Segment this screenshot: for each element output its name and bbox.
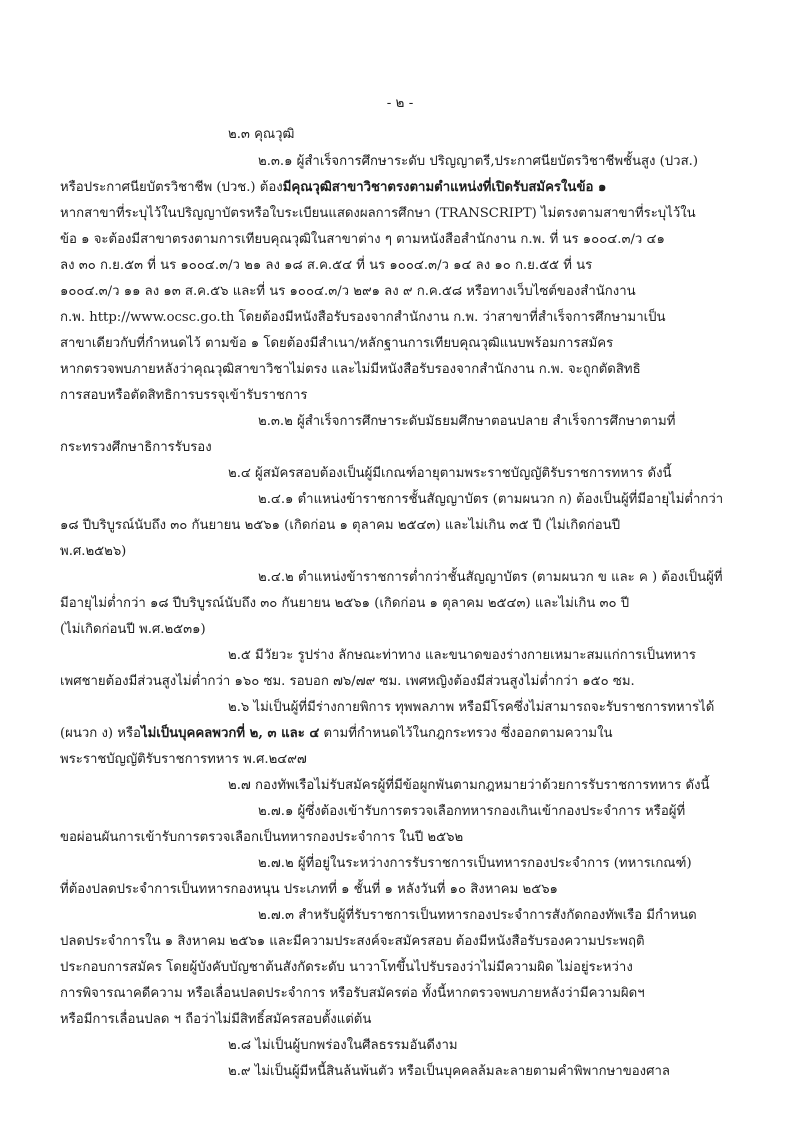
paragraph-line: ๒.๗.๓ สำหรับผู้ที่รับราชการเป็นทหารกองประจำการสังกัดกองทัพเรือ มีกำหนด bbox=[258, 908, 697, 923]
section-2-6-heading: ๒.๖ ไม่เป็นผู้ที่มีร่างกายพิการ ทุพพลภาพ หรือมีโรคซึ่งไม่สามารถจะรับราชการทหารได้ bbox=[228, 700, 715, 715]
paragraph-line: ข้อ ๑ จะต้องมีสาขาตรงตามการเทียบคุณวุฒิในสาขาต่าง ๆ ตามหนังสือสำนักงาน ก.พ. ที่ นร ๑๐๐๔.๓/ว ๔๑ bbox=[60, 232, 665, 247]
paragraph-line: ปลดประจำการใน ๑ สิงหาคม ๒๕๖๑ และมีความประสงค์จะสมัครสอบ ต้องมีหนังสือรับรองความประพฤติ bbox=[60, 934, 645, 949]
paragraph-line: มีอายุไม่ต่ำกว่า ๑๘ ปีบริบูรณ์นับถึง ๓๐ กันยายน ๒๕๖๑ (เกิดก่อน ๑ ตุลาคม ๒๕๔๓) และไม่เกิน ๓๐ ปี bbox=[60, 596, 630, 611]
paragraph-line: การสอบหรือตัดสิทธิการบรรจุเข้ารับราชการ bbox=[60, 388, 308, 403]
paragraph-line: พ.ศ.๒๕๒๖) bbox=[60, 544, 127, 559]
paragraph-line: หากสาขาที่ระบุไว้ในปริญญาบัตรหรือใบระเบียนแสดงผลการศึกษา (TRANSCRIPT) ไม่ตรงตามสาขาที่ระบุไว้ใน bbox=[60, 206, 696, 221]
section-2-4-heading: ๒.๔ ผู้สมัครสอบต้องเป็นผู้มีเกณฑ์อายุตามพระราชบัญญัติรับราชการทหาร ดังนี้ bbox=[228, 466, 672, 481]
paragraph-line: เพศชายต้องมีส่วนสูงไม่ต่ำกว่า ๑๖๐ ซม. รอบอก ๗๖/๗๙ ซม. เพศหญิงต้องมีส่วนสูงไม่ต่ำกว่า ๑๕๐ ซม. bbox=[60, 674, 635, 689]
paragraph-line: หรือประกาศนียบัตรวิชาชีพ (ปวช.) ต้องมีคุณวุฒิสาขาวิชาตรงตามตำแหน่งที่เปิดรับสมัครในข้อ ๑ bbox=[60, 180, 607, 195]
paragraph-line: หรือมีการเลื่อนปลด ฯ ถือว่าไม่มีสิทธิ์สมัครสอบตั้งแต่ต้น bbox=[60, 1012, 372, 1027]
paragraph-line: สาขาเดียวกับที่กำหนดไว้ ตามข้อ ๑ โดยต้องมีสำเนา/หลักฐานการเทียบคุณวุฒิแนบพร้อมการสมัคร bbox=[60, 336, 614, 351]
paragraph-line: ๒.๓.๒ ผู้สำเร็จการศึกษาระดับมัธยมศึกษาตอนปลาย สำเร็จการศึกษาตามที่ bbox=[258, 414, 676, 429]
paragraph-line: ๑๐๐๔.๓/ว ๑๑ ลง ๑๓ ส.ค.๕๖ และที่ นร ๑๐๐๔.๓/ว ๒๙๑ ลง ๙ ก.ค.๕๘ หรือทางเว็บไซต์ของสำนักงาน bbox=[60, 284, 636, 299]
section-2-7-heading: ๒.๗ กองทัพเรือไม่รับสมัครผู้ที่มีข้อผูกพันตามกฎหมายว่าด้วยการรับราชการทหาร ดังนี้ bbox=[228, 778, 710, 793]
section-2-5-heading: ๒.๕ มีวัยวะ รูปร่าง ลักษณะท่าทาง และขนาดของร่างกายเหมาะสมแก่การเป็นทหาร bbox=[228, 648, 696, 663]
section-2-9-heading: ๒.๙ ไม่เป็นผู้มีหนี้สินล้นพ้นตัว หรือเป็นบุคคลล้มละลายตามคำพิพากษาของศาล bbox=[228, 1064, 670, 1079]
paragraph-line: ๒.๔.๒ ตำแหน่งข้าราชการต่ำกว่าชั้นสัญญาบัตร (ตามผนวก ข และ ค ) ต้องเป็นผู้ที่ bbox=[258, 570, 723, 585]
paragraph-line: พระราชบัญญัติรับราชการทหาร พ.ศ.๒๔๙๗ bbox=[60, 752, 307, 767]
paragraph-line: ๒.๔.๑ ตำแหน่งข้าราชการชั้นสัญญาบัตร (ตามผนวก ก) ต้องเป็นผู้ที่มีอายุไม่ต่ำกว่า bbox=[258, 492, 724, 507]
paragraph-line: ลง ๓๐ ก.ย.๕๓ ที่ นร ๑๐๐๔.๓/ว ๒๑ ลง ๑๘ ส.ค.๕๔ ที่ นร ๑๐๐๔.๓/ว ๑๔ ลง ๑๐ ก.ย.๕๕ ที่ นร bbox=[60, 258, 593, 273]
paragraph-line: (ไม่เกิดก่อนปี พ.ศ.๒๕๓๑) bbox=[60, 622, 206, 637]
paragraph-line: หากตรวจพบภายหลังว่าคุณวุฒิสาขาวิชาไม่ตรง และไม่มีหนังสือรับรองจากสำนักงาน ก.พ. จะถูกตัดสิทธิ bbox=[60, 362, 641, 377]
paragraph-line: ๒.๓.๑ ผู้สำเร็จการศึกษาระดับ ปริญญาตรี,ประกาศนียบัตรวิชาชีพชั้นสูง (ปวส.) bbox=[258, 154, 698, 169]
paragraph-line: ๑๘ ปีบริบูรณ์นับถึง ๓๐ กันยายน ๒๕๖๑ (เกิดก่อน ๑ ตุลาคม ๒๕๔๓) และไม่เกิน ๓๕ ปี (ไม่เกิดก่อนปี bbox=[60, 518, 621, 533]
section-2-3-heading: ๒.๓ คุณวุฒิ bbox=[228, 127, 295, 142]
paragraph-line: ๒.๗.๒ ผู้ที่อยู่ในระหว่างการรับราชการเป็นทหารกองประจำการ (ทหารเกณฑ์) bbox=[258, 856, 692, 871]
paragraph-line: ที่ต้องปลดประจำการเป็นทหารกองหนุน ประเภทที่ ๑ ชั้นที่ ๑ หลังวันที่ ๑๐ สิงหาคม ๒๕๖๑ bbox=[60, 882, 558, 897]
page-number: - ๒ - bbox=[386, 95, 414, 111]
paragraph-line: กระทรวงศึกษาธิการรับรอง bbox=[60, 440, 212, 455]
paragraph-line: ๒.๗.๑ ผู้ซึ่งต้องเข้ารับการตรวจเลือกทหารกองเกินเข้ากองประจำการ หรือผู้ที่ bbox=[258, 804, 686, 819]
paragraph-line: ก.พ. http://www.ocsc.go.th โดยต้องมีหนังสือรับรองจากสำนักงาน ก.พ. ว่าสาขาที่สำเร็จการศึกษามาเป็น bbox=[60, 310, 666, 325]
paragraph-line: ขอผ่อนผันการเข้ารับการตรวจเลือกเป็นทหารกองประจำการ ในปี ๒๕๖๒ bbox=[60, 830, 464, 845]
bold-requirement: ไม่เป็นบุคคลพวกที่ ๒, ๓ และ ๔ bbox=[140, 726, 320, 741]
paragraph-line: ประกอบการสมัคร โดยผู้บังคับบัญชาต้นสังกัดระดับ นาวาโทขึ้นไปรับรองว่าไม่มีความผิด ไม่อยู่ระหว่าง bbox=[60, 960, 633, 975]
paragraph-line: การพิจารณาคดีความ หรือเลื่อนปลดประจำการ หรือรับสมัครต่อ ทั้งนี้หากตรวจพบภายหลังว่ามีความผิดฯ bbox=[60, 986, 645, 1001]
paragraph-line: (ผนวก ง) หรือไม่เป็นบุคคลพวกที่ ๒, ๓ และ ๔ ตามที่กำหนดไว้ในกฎกระทรวง ซึ่งออกตามความใน bbox=[60, 726, 613, 741]
bold-requirement: มีคุณวุฒิสาขาวิชาตรงตามตำแหน่งที่เปิดรับสมัครในข้อ ๑ bbox=[282, 180, 607, 195]
section-2-8-heading: ๒.๘ ไม่เป็นผู้บกพร่องในศีลธรรมอันดีงาม bbox=[228, 1038, 458, 1053]
